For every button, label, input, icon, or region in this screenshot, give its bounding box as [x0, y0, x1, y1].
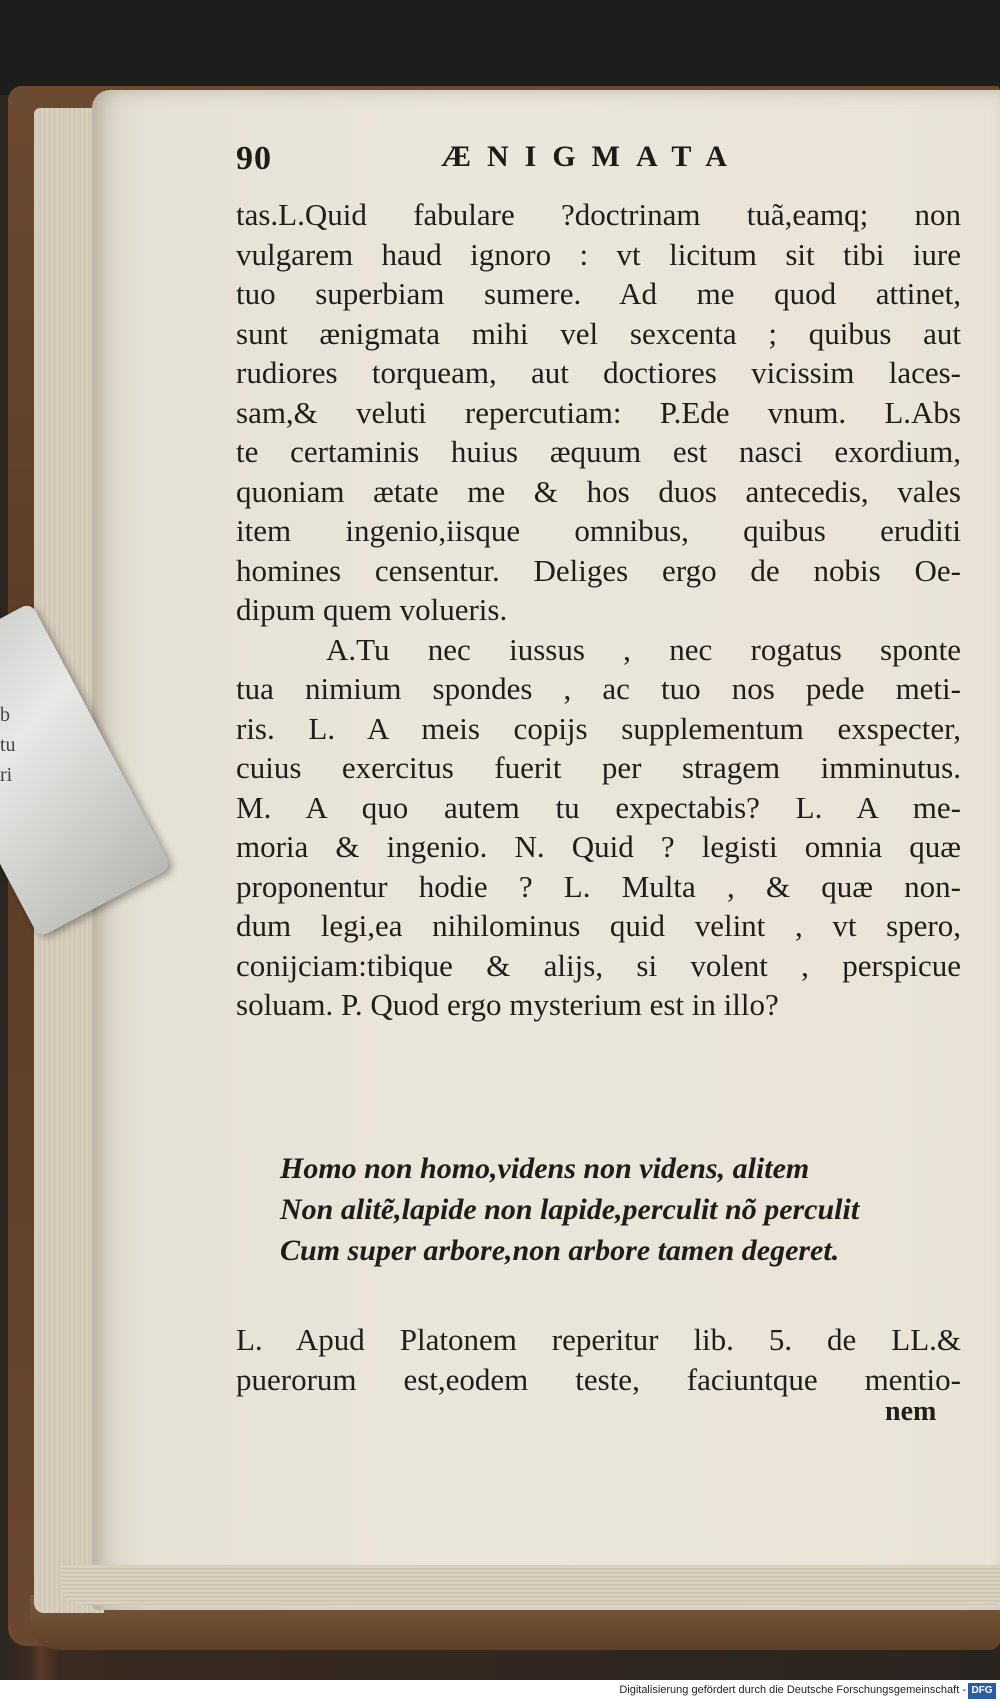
page-header [236, 132, 796, 188]
text-line: A.Tu nec iussus , nec rogatus sponte [326, 631, 961, 667]
text-line: sam,& veluti repercutiam: P.Ede vnum. L.Abs [236, 394, 961, 430]
text-line: L. Apud Platonem reperitur lib. 5. de LL.& [236, 1322, 961, 1357]
text-line: ris. L. A meis copijs supplementum exspecter, [236, 710, 961, 746]
text-line: te certaminis huius æquum est nasci exordium, [236, 434, 961, 469]
text-line: soluam. P. Quod ergo mysterium est in illo? [236, 987, 779, 1022]
text-line: puerorum est,eodem teste, faciuntque mentio- [236, 1361, 961, 1397]
scan-top-margin [0, 0, 1000, 95]
footer-bar [0, 1680, 1000, 1703]
catchword: nem [885, 1396, 937, 1427]
page-number: 90 [236, 140, 272, 177]
bookmark-text-line: tu [0, 734, 16, 756]
verse-line: Non alitẽ,lapide non lapide,perculit nõ perculit [280, 1193, 860, 1226]
bookmark-text [0, 700, 16, 790]
dfg-logo-icon: DFG [968, 1683, 996, 1699]
text-line: vulgarem haud ignoro : vt licitum sit tibi iure [236, 236, 961, 272]
text-line: homines censentur. Deliges ergo de nobis Oe- [236, 552, 961, 588]
verse-block [280, 1148, 960, 1271]
text-line: rudiores torqueam, aut doctiores vicissim laces- [236, 355, 961, 390]
text-line: dum legi,ea nihilominus quid velint , vt spero, [236, 908, 961, 943]
text-line: dipum quem volueris. [236, 592, 508, 627]
text-line: item ingenio,iisque omnibus, quibus eruditi [236, 513, 961, 548]
text-line: conijciam:tibique & alijs, si volent , perspicue [236, 947, 961, 983]
text-line: quoniam ætate me & hos duos antecedis, vales [236, 473, 961, 509]
bookmark-text-line: b [0, 704, 10, 726]
text-line: M. A quo autem tu expectabis? L. A me- [236, 789, 961, 825]
closing-text [236, 1320, 961, 1399]
body-text [236, 195, 961, 1025]
text-line: moria & ingenio. N. Quid ? legisti omnia quæ [236, 829, 961, 864]
text-line: tuo superbiam sumere. Ad me quod attinet, [236, 276, 961, 311]
page-bottom-edges [60, 1565, 1000, 1605]
text-line: sunt ænigmata mihi vel sexcenta ; quibus aut [236, 315, 961, 351]
verse-line: Homo non homo,videns non videns, alitem [280, 1152, 810, 1185]
text-line: cuius exercitus fuerit per stragem imminutus. [236, 750, 961, 785]
bookmark-text-line: ri [0, 764, 13, 786]
footer-credit: Digitalisierung gefördert durch die Deutsche Forschungsgemeinschaft - [619, 1684, 966, 1696]
text-line: tua nimium spondes , ac tuo nos pede meti- [236, 671, 961, 706]
text-line: tas.L.Quid fabulare ?doctrinam tuã,eamq; non [236, 197, 961, 232]
text-line: proponentur hodie ? L. Multa , & quæ non- [236, 868, 961, 904]
running-head: ÆNIGMATA [441, 140, 743, 173]
verse-line: Cum super arbore,non arbore tamen degeret. [280, 1234, 840, 1267]
